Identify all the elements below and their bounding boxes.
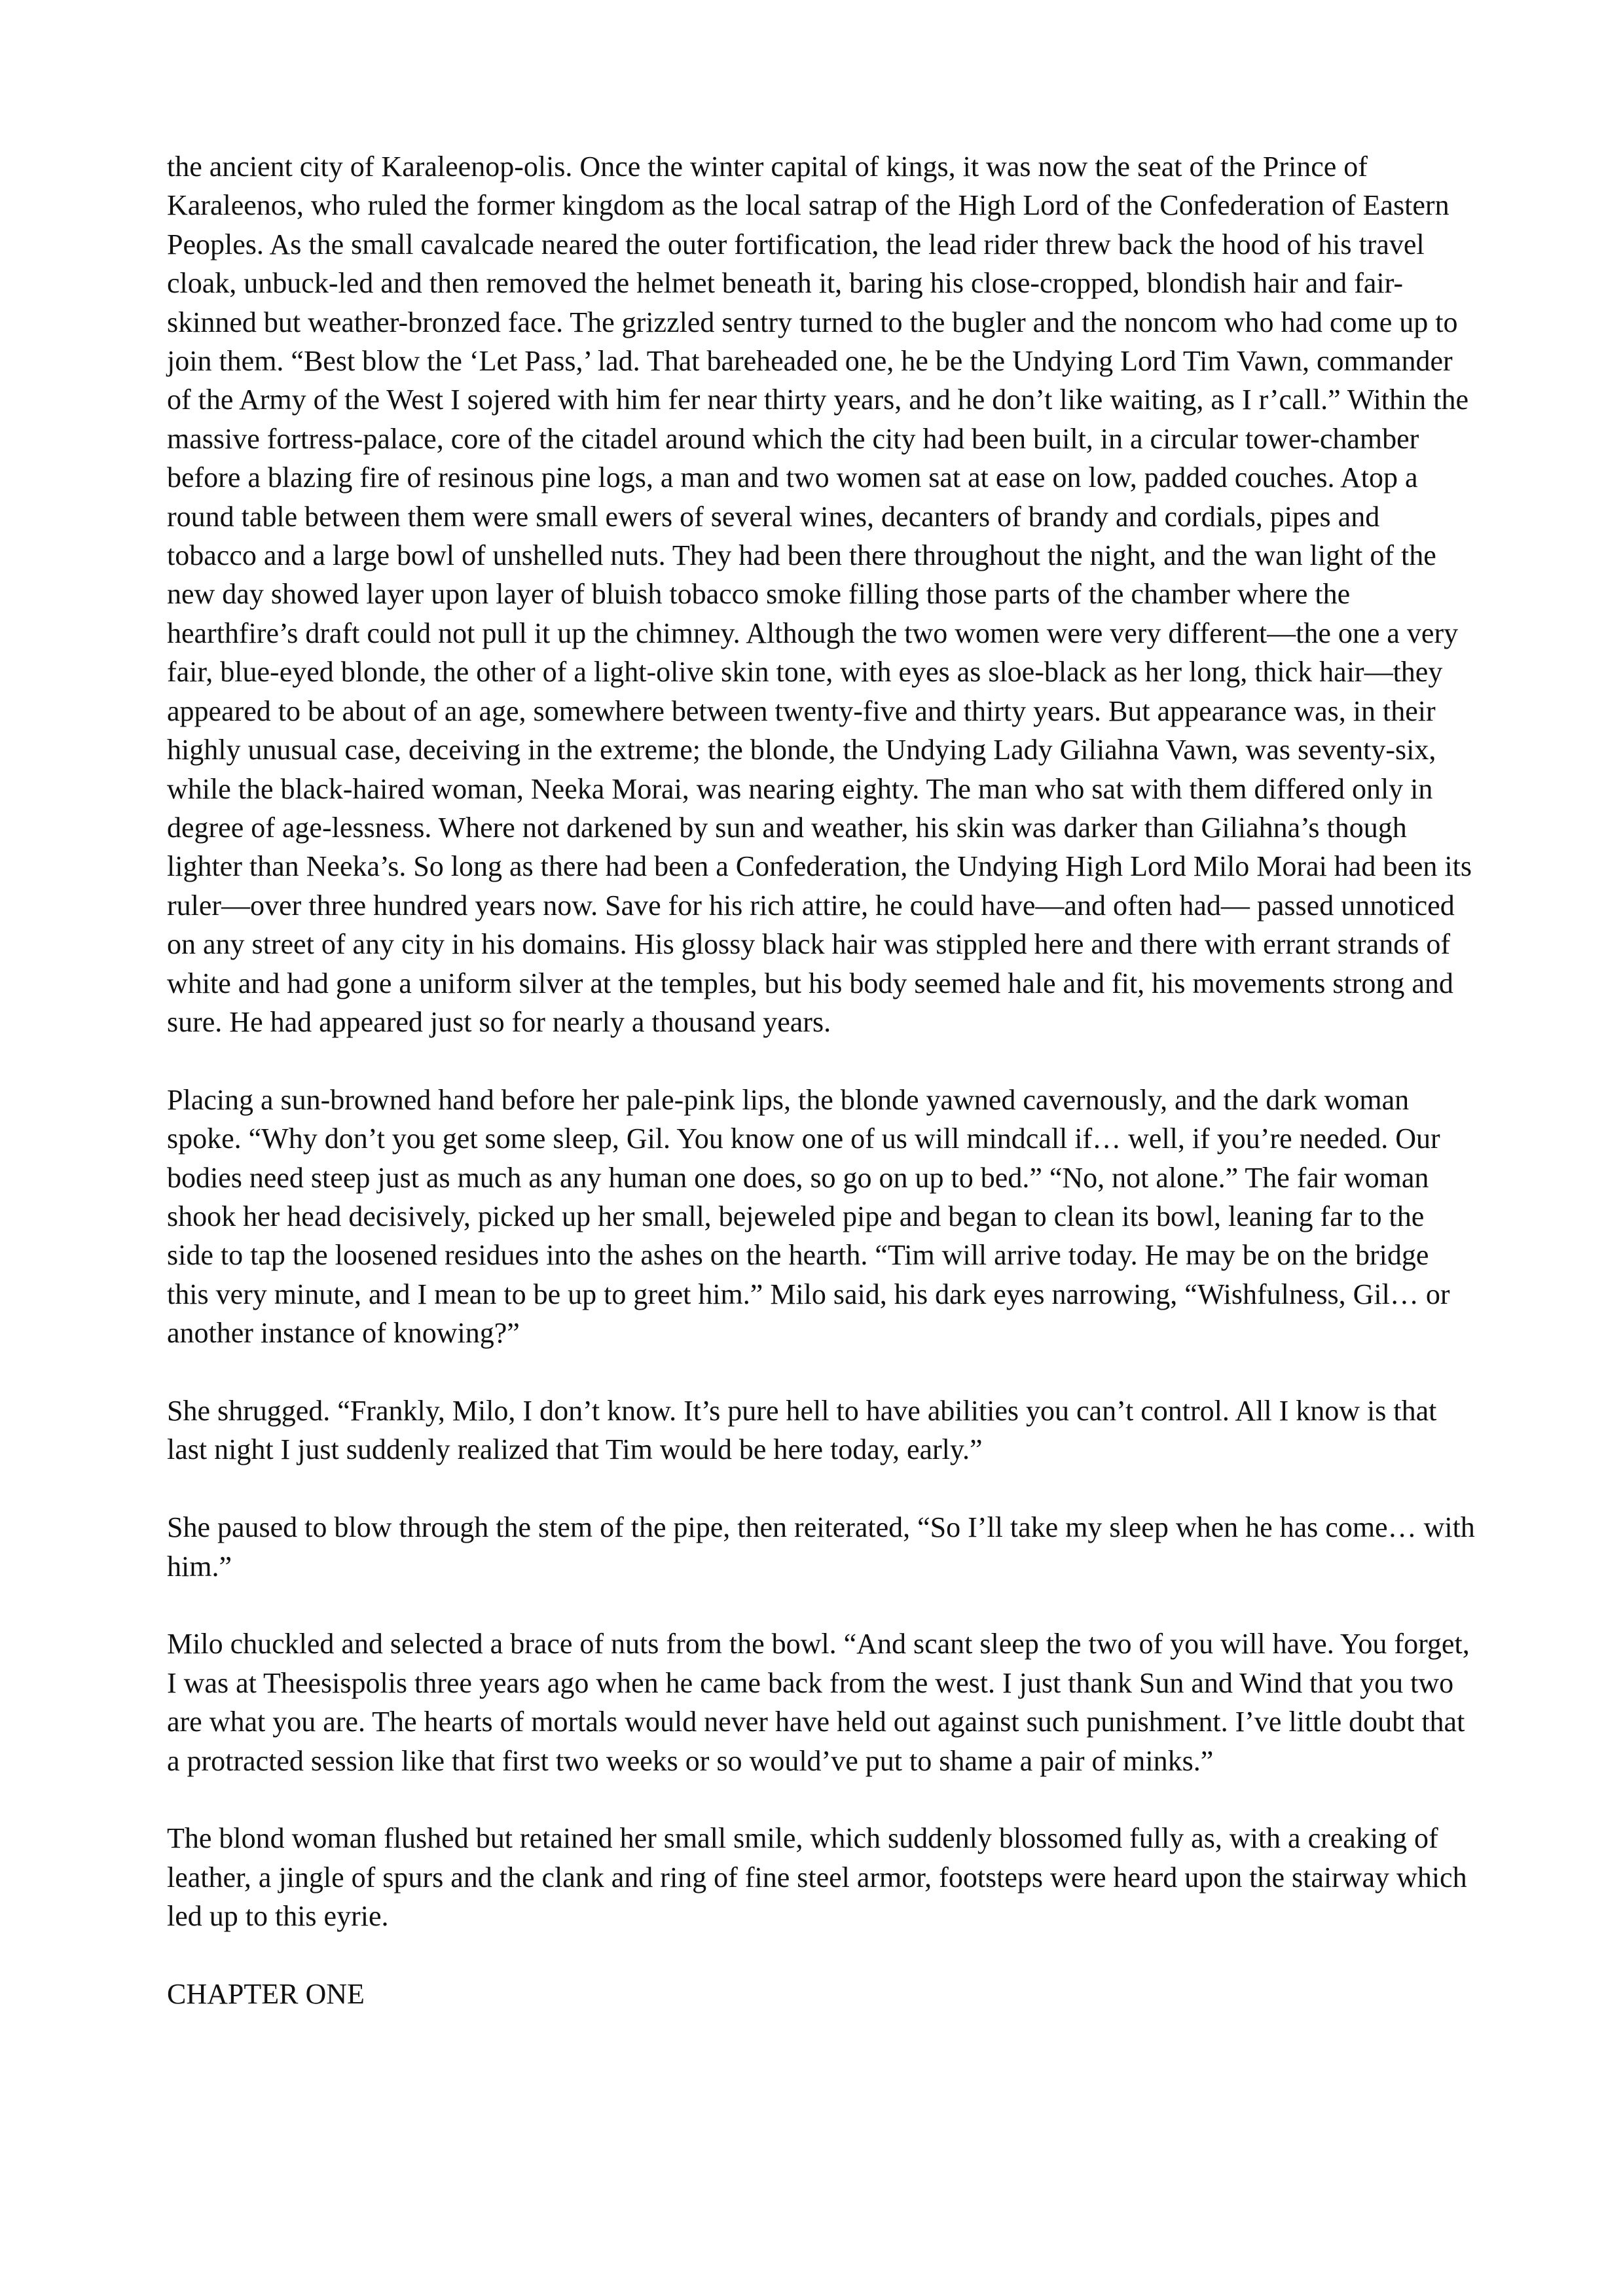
paragraph-4: She paused to blow through the stem of the pipe, then reiterated, “So I’ll take my sleep when he has come… with him.” xyxy=(167,1511,1475,1583)
paragraph-3: She shrugged. “Frankly, Milo, I don’t know. It’s pure hell to have abilities you can’t control. All I know is that last night I just suddenly realized that Tim would be here today, early.” xyxy=(167,1394,1437,1466)
paragraph-1: the ancient city of Karaleenop-olis. Once the winter capital of kings, it was now the seat of the Prince of Karaleenos, who ruled the former kingdom as the local satrap of the High Lord of the Confederation of Eastern Peoples. As the small cavalcade neared the outer fortification, the lead rider threw back the hood of his travel cloak, unbuck-led and then removed the helmet beneath it, baring his close-cropped, blondish hair and fair-skinned but weather-bronzed face. The grizzled sentry turned to the bugler and the noncom who had come up to join them. “Best blow the ‘Let Pass,’ lad. That bareheaded one, he be the Undying Lord Tim Vawn, commander of the Army of the West I sojered with him fer near thirty years, and he don’t like waiting, as I r’call.” Within the massive fortress-palace, core of the citadel around which the city had been built, in a circular tower-chamber before a blazing fire of resinous pine logs, a man and two women sat at ease on low, padded couches. Atop a round table between them were small ewers of several wines, decanters of brandy and cordials, pipes and tobacco and a large bowl of unshelled nuts. They had been there throughout the night, and the wan light of the new day showed layer upon layer of bluish tobacco smoke filling those parts of the chamber where the hearthfire’s draft could not pull it up the chimney. Although the two women were very different—the one a very fair, blue-eyed blonde, the other of a light-olive skin tone, with eyes as sloe-black as her long, thick hair—they appeared to be about of an age, somewhere between twenty-five and thirty years. But appearance was, in their highly unusual case, deceiving in the extreme; the blonde, the Undying Lady Giliahna Vawn, was seventy-six, while the black-haired woman, Neeka Morai, was nearing eighty. The man who sat with them differed only in degree of age-lessness. Where not darkened by sun and weather, his skin was darker than Giliahna’s though lighter than Neeka’s. So long as there had been a Confederation, the Undying High Lord Milo Morai had been its ruler—over three hundred years now. Save for his rich attire, he could have—and often had— passed unnoticed on any street of any city in his domains. His glossy black hair was stippled here and there with errant strands of white and had gone a uniform silver at the temples, but his body seemed hale and fit, his movements strong and sure. He had appeared just so for nearly a thousand years. xyxy=(167,151,1472,1038)
document-body xyxy=(167,147,1476,2013)
paragraph-6: The blond woman flushed but retained her small smile, which suddenly blossomed fully as, with a creaking of leather, a jingle of spurs and the clank and ring of fine steel armor, footsteps were heard upon the stairway which led up to this eyrie. xyxy=(167,1822,1467,1933)
chapter-heading: CHAPTER ONE xyxy=(167,1978,365,2010)
paragraph-5: Milo chuckled and selected a brace of nuts from the bowl. “And scant sleep the two of you will have. You forget, I was at Theesispolis three years ago when he came back from the west. I just thank Sun and Wind that you two are what you are. The hearts of mortals would never have held out against such punishment. I’ve little doubt that a protracted session like that first two weeks or so would’ve put to shame a pair of minks.” xyxy=(167,1628,1470,1777)
paragraph-2: Placing a sun-browned hand before her pale-pink lips, the blonde yawned cavernously, and the dark woman spoke. “Why don’t you get some sleep, Gil. You know one of us will mindcall if… well, if you’re needed. Our bodies need steep just as much as any human one does, so go on up to bed.” “No, not alone.” The fair woman shook her head decisively, picked up her small, bejeweled pipe and began to clean its bowl, leaning far to the side to tap the loosened residues into the ashes on the hearth. “Tim will arrive today. He may be on the bridge this very minute, and I mean to be up to greet him.” Milo said, his dark eyes narrowing, “Wishfulness, Gil… or another instance of knowing?” xyxy=(167,1083,1450,1350)
